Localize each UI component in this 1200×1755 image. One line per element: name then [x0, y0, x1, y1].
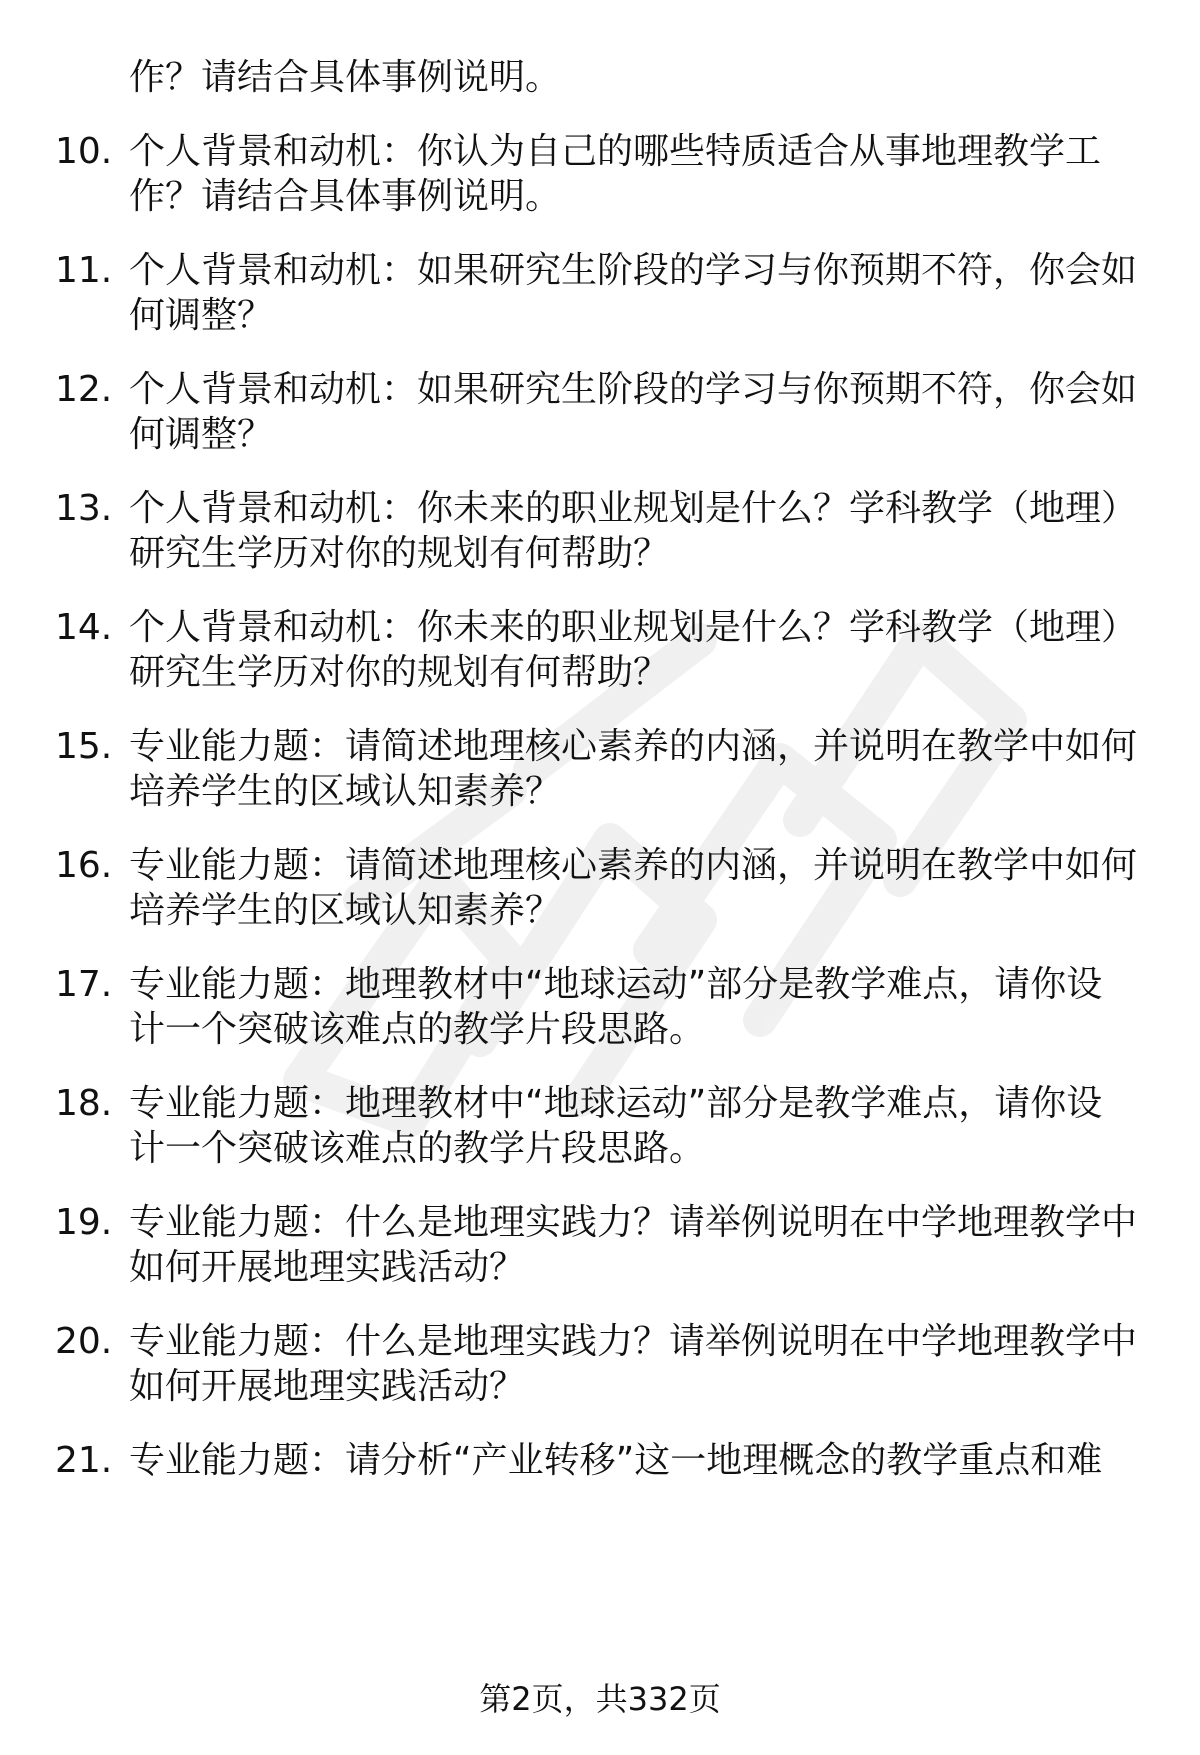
- item-text-line1: 专业能力题：地理教材中“地球运动”部分是教学难点，请你设: [129, 1083, 1103, 1124]
- item-text-line2: 培养学生的区域认知素养？: [129, 890, 562, 931]
- item-text-line2: 研究生学历对你的规划有何帮助？: [129, 652, 670, 693]
- item-text-line1: 个人背景和动机：你未来的职业规划是什么？学科教学（地理）: [129, 488, 1138, 529]
- item-text-line2: 如何开展地理实践活动？: [129, 1366, 526, 1407]
- item-text-line1: 专业能力题：请简述地理核心素养的内涵，并说明在教学中如何: [129, 845, 1138, 886]
- item-text-line1: 专业能力题：请简述地理核心素养的内涵，并说明在教学中如何: [129, 726, 1138, 767]
- item-text-line2: 计一个突破该难点的教学片段思路。: [129, 1009, 706, 1050]
- item-number: 18.: [55, 1083, 113, 1124]
- item-number: 11.: [55, 250, 113, 291]
- item-text-line1: 个人背景和动机：你认为自己的哪些特质适合从事地理教学工: [129, 131, 1102, 172]
- item-number: 20.: [55, 1321, 113, 1362]
- item-number: 17.: [55, 964, 113, 1005]
- item-text-line1: 专业能力题：什么是地理实践力？请举例说明在中学地理教学中: [129, 1202, 1138, 1243]
- item-text-line2: 作？请结合具体事例说明。: [129, 176, 562, 217]
- continuation-text: 作？请结合具体事例说明。: [129, 57, 562, 98]
- item-text-line1: 个人背景和动机：你未来的职业规划是什么？学科教学（地理）: [129, 607, 1138, 648]
- item-number: 21.: [55, 1440, 113, 1481]
- item-number: 12.: [55, 369, 113, 410]
- item-number: 19.: [55, 1202, 113, 1243]
- item-text-line2: 培养学生的区域认知素养？: [129, 771, 562, 812]
- item-number: 14.: [55, 607, 113, 648]
- item-text-line1: 个人背景和动机：如果研究生阶段的学习与你预期不符，你会如: [129, 250, 1138, 291]
- item-text-line1: 专业能力题：地理教材中“地球运动”部分是教学难点，请你设: [129, 964, 1103, 1005]
- item-text-line1: 专业能力题：请分析“产业转移”这一地理概念的教学重点和难: [129, 1440, 1103, 1481]
- item-number: 15.: [55, 726, 113, 767]
- page-footer: 第2页，共332页: [479, 1680, 721, 1718]
- item-number: 13.: [55, 488, 113, 529]
- item-text-line2: 如何开展地理实践活动？: [129, 1247, 526, 1288]
- item-text-line1: 个人背景和动机：如果研究生阶段的学习与你预期不符，你会如: [129, 369, 1138, 410]
- item-text-line2: 何调整？: [129, 295, 274, 336]
- item-number: 16.: [55, 845, 113, 886]
- item-text-line2: 何调整？: [129, 414, 274, 455]
- item-text-line2: 研究生学历对你的规划有何帮助？: [129, 533, 670, 574]
- item-text-line2: 计一个突破该难点的教学片段思路。: [129, 1128, 706, 1169]
- item-number: 10.: [55, 131, 113, 172]
- item-text-line1: 专业能力题：什么是地理实践力？请举例说明在中学地理教学中: [129, 1321, 1138, 1362]
